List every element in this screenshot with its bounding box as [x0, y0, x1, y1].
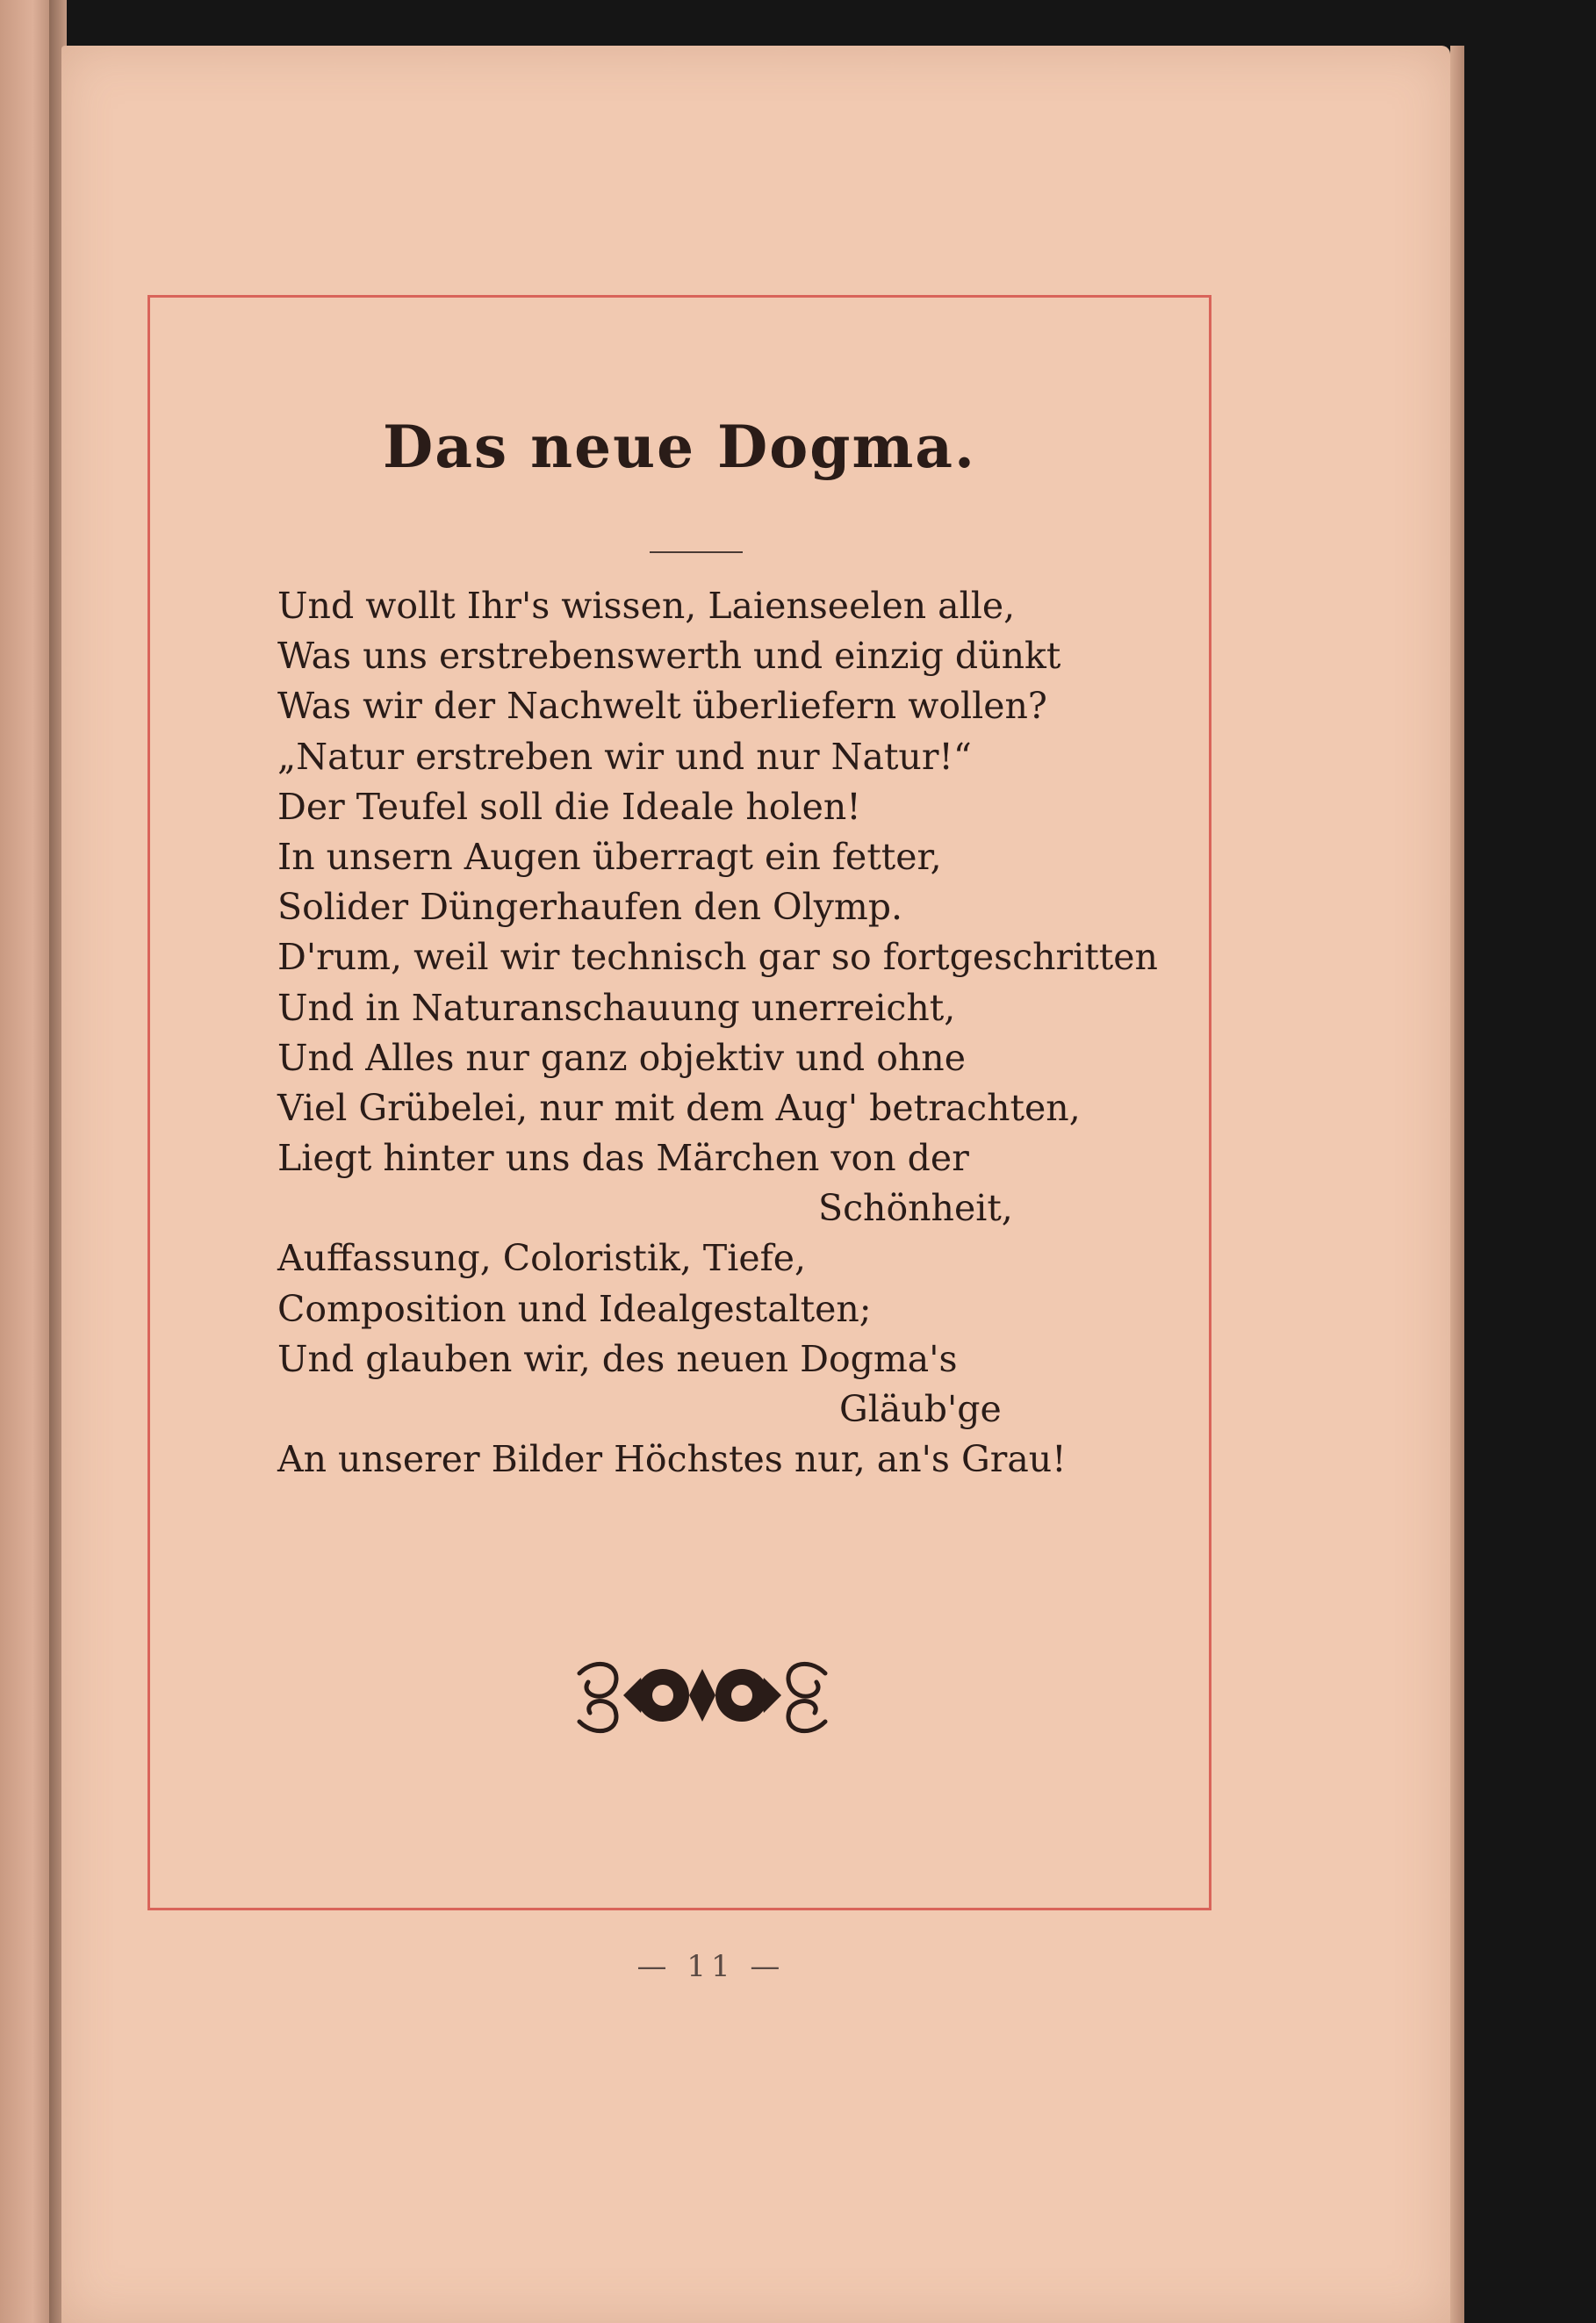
left-page-edge [0, 0, 54, 2323]
poem-line: Was wir der Nachwelt überliefern wollen? [277, 685, 1047, 728]
poem-line: „Natur erstreben wir und nur Natur!“ [277, 735, 972, 778]
poem-line: Solider Düngerhaufen den Olymp. [277, 886, 903, 929]
poem-line: Und glauben wir, des neuen Dogma's [277, 1337, 958, 1380]
page-edge [1450, 46, 1464, 2323]
page-number: — 11 — [636, 1949, 786, 1984]
poem-body [277, 581, 1158, 1485]
poem-line: An unserer Bilder Höchstes nur, an's Grau! [277, 1438, 1067, 1481]
poem-line: Liegt hinter uns das Märchen von der [277, 1137, 969, 1180]
poem-line: Und wollt Ihr's wissen, Laienseelen alle, [277, 585, 1016, 627]
poem-line: Auffassung, Coloristik, Tiefe, [277, 1237, 807, 1280]
poem-line: Was uns erstrebenswerth und einzig dünkt [277, 635, 1061, 678]
poem-line: In unsern Augen überragt ein fetter, [277, 835, 942, 878]
poem-line: Composition und Idealgestalten; [277, 1287, 872, 1330]
poem-line: D'rum, weil wir technisch gar so fortgeschritten [277, 936, 1158, 979]
poem-title: Das neue Dogma. [382, 413, 977, 481]
poem-line-continuation: Schönheit, [818, 1187, 1013, 1230]
poem-line-continuation: Gläub'ge [839, 1388, 1002, 1430]
title-rule [650, 551, 743, 553]
poem-line: Viel Grübelei, nur mit dem Aug' betrachten, [277, 1086, 1081, 1129]
poem-line: Der Teufel soll die Ideale holen! [277, 785, 861, 828]
poem-line: Und Alles nur ganz objektiv und ohne [277, 1036, 966, 1079]
floral-vignette-icon [562, 1647, 843, 1744]
poem-line: Und in Naturanschauung unerreicht, [277, 986, 956, 1029]
